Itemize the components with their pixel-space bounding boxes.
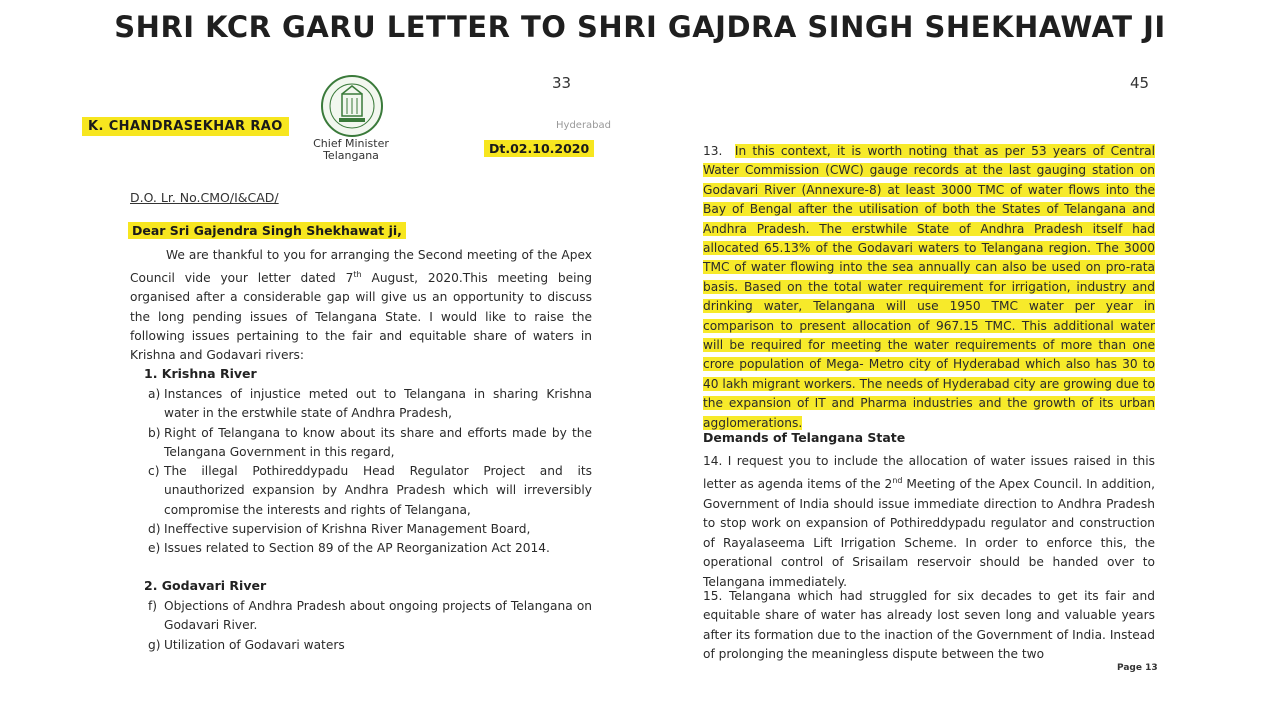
intro-text-a: We are thankful to you for arranging the Second meeting of the Apex Council vide your letter dated 7	[130, 248, 592, 286]
para14-text-b: Meeting of the Apex Council. In addition, Government of India should issue immediate direction to Andhra Pradesh to stop work on expansion of Pothireddypadu regulator and construction of Rayalaseema Lift Irrigation Scheme. In order to enforce this, the operational control of Srisailam reservoir should be handed over to Telangana immediately.	[703, 477, 1155, 589]
page-number-right: 45	[1130, 74, 1150, 92]
headline: SHRI KCR GARU LETTER TO SHRI GAJDRA SINGH SHEKHAWAT JI	[114, 10, 1166, 44]
para14-superscript: nd	[892, 476, 903, 486]
list-item: f) Objections of Andhra Pradesh about ongoing projects of Telangana on Godavari River.	[148, 599, 592, 633]
intro-text-b: August, 2020.This meeting being organised after a considerable gap will give us an opportunity to discuss the long pending issues of Telangana State. I would like to raise the following issues pertaining to the fair and equitable share of waters in Krishna and Godavari rivers:	[130, 271, 593, 363]
designation: Chief Minister	[313, 137, 389, 150]
salutation: Dear Sri Gajendra Singh Shekhawat ji,	[128, 222, 406, 239]
city: Hyderabad	[556, 120, 611, 131]
godavari-issues-list	[148, 597, 592, 655]
paragraph-number: 13.	[703, 144, 723, 158]
paragraph-14	[703, 452, 1155, 592]
telangana-emblem-icon	[312, 74, 392, 138]
page-number-left: 33	[552, 74, 572, 92]
highlighted-text: In this context, it is worth noting that as per 53 years of Central Water Commission (CWC) gauge records at the last gauging station on Godavari River (Annexure-8) at least 3000 TMC of water flows into the Bay of Bengal after the utilisation of both the States of Telangana and Andhra Pradesh. The erstwhile State of Andhra Pradesh itself had allocated 65.13% of the Godavari waters to Telangana region. The 3000 TMC of water flowing into the sea annually can also be used on pro-rata basis. Based on the total water requirement for irrigation, industry and drinking water, Telangana will use 1950 TMC water per year in comparison to present allocation of 967.15 TMC. This additional water will be required for meeting the water requirements of more than one crore population of Mega- Metro city of Hyderabad which also has 30 to 40 lakh migrant workers. The needs of Hyderabad city are growing due to the expansion of IT and Pharma industries and the growth of its urban agglomerations.	[703, 144, 1155, 430]
list-item: e) Issues related to Section 89 of the AP Reorganization Act 2014.	[148, 541, 550, 556]
list-item: b) Right of Telangana to know about its share and efforts made by the Telangana Government in this regard,	[148, 425, 592, 459]
section-title-godavari: 2. Godavari River	[144, 578, 267, 593]
chief-minister-block	[296, 138, 406, 162]
krishna-issues-list	[148, 385, 592, 559]
letter-date: Dt.02.10.2020	[484, 140, 594, 157]
list-item: d) Ineffective supervision of Krishna River Management Board,	[148, 522, 531, 537]
reference-number: D.O. Lr. No.CMO/I&CAD/	[130, 190, 279, 205]
paragraph-13	[703, 142, 1155, 433]
intro-superscript: th	[353, 270, 362, 280]
sender-name: K. CHANDRASEKHAR RAO	[82, 117, 289, 136]
letter-page-left	[60, 62, 620, 717]
letter-page-right	[640, 62, 1220, 717]
para14-text-a: 14. I request you to include the allocation of water issues raised in this letter as agenda items of the 2	[703, 454, 1155, 492]
state-name: Telangana	[323, 149, 379, 162]
list-item: a) Instances of injustice meted out to Telangana in sharing Krishna water in the erstwhile state of Andhra Pradesh,	[148, 387, 592, 421]
section-title-demands: Demands of Telangana State	[703, 430, 906, 445]
list-item: g) Utilization of Godavari waters	[148, 637, 345, 652]
page-footer: Page 13	[1117, 663, 1158, 673]
list-item: c) The illegal Pothireddypadu Head Regulator Project and its unauthorized expansion by Andhra Pradesh which will irreversibly compromise the interests and rights of Telangana,	[148, 464, 592, 517]
paragraph-15: 15. Telangana which had struggled for six decades to get its fair and equitable share of water has already lost seven long and valuable years after its formation due to the inaction of the Government of India. Instead of prolonging the meaningless dispute between the two	[703, 589, 1155, 662]
section-title-krishna: 1. Krishna River	[144, 366, 257, 381]
intro-paragraph	[130, 246, 592, 365]
